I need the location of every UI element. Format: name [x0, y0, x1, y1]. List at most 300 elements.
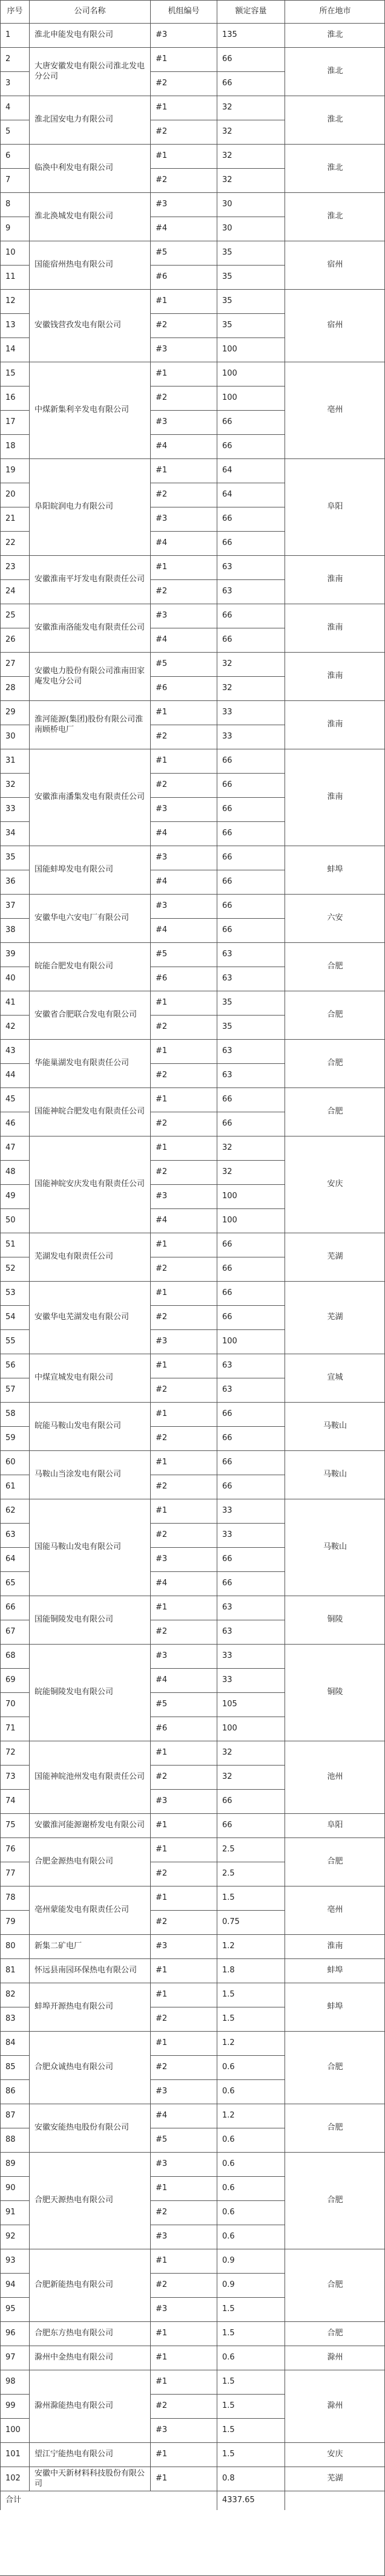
company-cell: 淮北申能发电有限公司: [29, 23, 150, 47]
seq-cell: 92: [0, 2225, 29, 2249]
capacity-cell: 0.9: [217, 2273, 285, 2297]
capacity-cell: 0.6: [217, 2346, 285, 2370]
unit-cell: #4: [150, 918, 217, 942]
seq-cell: 73: [0, 1765, 29, 1789]
seq-cell: 102: [0, 2467, 29, 2491]
unit-cell: #1: [150, 1450, 217, 1475]
unit-cell: #1: [150, 1596, 217, 1620]
capacity-cell: 66: [217, 1402, 285, 1426]
city-cell: 蚌埠: [285, 846, 385, 894]
seq-cell: 27: [0, 652, 29, 676]
company-cell: 中煤宣城发电有限公司: [29, 1354, 150, 1402]
seq-cell: 32: [0, 773, 29, 797]
unit-cell: #3: [150, 797, 217, 821]
capacity-cell: 32: [217, 96, 285, 120]
capacity-cell: 0.6: [217, 2128, 285, 2152]
capacity-cell: 32: [217, 120, 285, 144]
capacity-cell: 1.5: [217, 2297, 285, 2321]
company-cell: 国能神皖合肥发电有限责任公司: [29, 1087, 150, 1136]
capacity-cell: 1.2: [217, 2104, 285, 2128]
capacity-cell: 33: [217, 1499, 285, 1523]
unit-cell: #1: [150, 1741, 217, 1765]
seq-cell: 74: [0, 1789, 29, 1813]
seq-cell: 83: [0, 2007, 29, 2031]
seq-cell: 15: [0, 362, 29, 386]
capacity-cell: 1.5: [217, 2394, 285, 2418]
company-cell: 皖能合肥发电有限公司: [29, 942, 150, 991]
unit-cell: #1: [150, 1281, 217, 1305]
city-cell: 合肥: [285, 1039, 385, 1087]
capacity-cell: 100: [217, 337, 285, 362]
company-cell: 怀远县南园环保热电有限公司: [29, 1958, 150, 1983]
city-cell: 淮南: [285, 1934, 385, 1958]
capacity-cell: 66: [217, 894, 285, 918]
city-cell: 合肥: [285, 2031, 385, 2104]
seq-cell: 21: [0, 507, 29, 531]
city-cell: 合肥: [285, 2321, 385, 2346]
city-cell: 马鞍山: [285, 1402, 385, 1450]
unit-cell: #3: [150, 2152, 217, 2176]
capacity-cell: 64: [217, 458, 285, 483]
city-cell: 蚌埠: [285, 1983, 385, 2031]
unit-cell: #1: [150, 1039, 217, 1063]
capacity-cell: 66: [217, 434, 285, 458]
total-city-empty: [285, 2491, 385, 2510]
unit-cell: #1: [150, 1813, 217, 1837]
unit-cell: #6: [150, 265, 217, 289]
capacity-cell: 66: [217, 531, 285, 555]
seq-cell: 64: [0, 1547, 29, 1571]
capacity-cell: 66: [217, 1305, 285, 1329]
city-cell: 阜阳: [285, 458, 385, 555]
unit-cell: #5: [150, 241, 217, 265]
seq-cell: 67: [0, 1620, 29, 1644]
unit-cell: #1: [150, 289, 217, 313]
unit-cell: #2: [150, 1160, 217, 1184]
unit-cell: #4: [150, 2104, 217, 2128]
seq-cell: 51: [0, 1233, 29, 1257]
capacity-cell: 66: [217, 47, 285, 71]
seq-cell: 95: [0, 2297, 29, 2321]
unit-cell: #1: [150, 2249, 217, 2273]
capacity-cell: 66: [217, 773, 285, 797]
seq-cell: 77: [0, 1862, 29, 1886]
unit-cell: #2: [150, 1112, 217, 1136]
capacity-cell: 35: [217, 1015, 285, 1039]
unit-cell: #3: [150, 604, 217, 628]
seq-cell: 26: [0, 628, 29, 652]
company-cell: 新集二矿电厂: [29, 1934, 150, 1958]
seq-cell: 66: [0, 1596, 29, 1620]
capacity-cell: 63: [217, 555, 285, 579]
unit-cell: #1: [150, 2031, 217, 2055]
capacity-cell: 0.75: [217, 1910, 285, 1934]
capacity-cell: 66: [217, 507, 285, 531]
unit-cell: #2: [150, 1475, 217, 1499]
city-cell: 淮南: [285, 555, 385, 604]
seq-cell: 4: [0, 96, 29, 120]
unit-cell: #5: [150, 1692, 217, 1717]
seq-cell: 85: [0, 2055, 29, 2079]
capacity-cell: 0.6: [217, 2079, 285, 2104]
unit-cell: #2: [150, 725, 217, 749]
seq-cell: 29: [0, 700, 29, 725]
seq-cell: 80: [0, 1934, 29, 1958]
unit-cell: #4: [150, 1208, 217, 1233]
company-cell: 望江宁能热电有限公司: [29, 2442, 150, 2467]
city-cell: 滁州: [285, 2370, 385, 2442]
unit-cell: #2: [150, 71, 217, 96]
seq-cell: 97: [0, 2346, 29, 2370]
unit-cell: #6: [150, 1717, 217, 1741]
seq-cell: 61: [0, 1475, 29, 1499]
capacity-cell: 1.2: [217, 2031, 285, 2055]
city-cell: 六安: [285, 894, 385, 942]
seq-cell: 60: [0, 1450, 29, 1475]
unit-cell: #2: [150, 773, 217, 797]
unit-cell: #1: [150, 1233, 217, 1257]
company-cell: 滁州中金热电有限公司: [29, 2346, 150, 2370]
seq-cell: 88: [0, 2128, 29, 2152]
seq-cell: 1: [0, 23, 29, 47]
company-cell: 亳州蒙能发电有限责任公司: [29, 1886, 150, 1934]
capacity-cell: 63: [217, 1596, 285, 1620]
capacity-cell: 135: [217, 23, 285, 47]
seq-cell: 13: [0, 313, 29, 337]
seq-cell: 59: [0, 1426, 29, 1450]
unit-cell: #2: [150, 2394, 217, 2418]
capacity-cell: 1.5: [217, 1983, 285, 2007]
seq-cell: 57: [0, 1378, 29, 1402]
seq-cell: 41: [0, 991, 29, 1015]
unit-cell: #2: [150, 483, 217, 507]
company-cell: 安徽淮南平圩发电有限责任公司: [29, 555, 150, 604]
company-cell: 华能巢湖发电有限责任公司: [29, 1039, 150, 1087]
company-cell: 中煤新集利辛发电有限公司: [29, 362, 150, 458]
unit-cell: #2: [150, 1305, 217, 1329]
seq-cell: 42: [0, 1015, 29, 1039]
seq-cell: 65: [0, 1571, 29, 1596]
seq-cell: 55: [0, 1329, 29, 1354]
capacity-cell: 66: [217, 870, 285, 894]
seq-cell: 87: [0, 2104, 29, 2128]
unit-cell: #3: [150, 1934, 217, 1958]
unit-cell: #1: [150, 144, 217, 168]
seq-cell: 70: [0, 1692, 29, 1717]
city-cell: 合肥: [285, 1087, 385, 1136]
seq-cell: 53: [0, 1281, 29, 1305]
city-cell: 芜湖: [285, 2467, 385, 2491]
company-cell: 安徽淮河能源谢桥发电有限公司: [29, 1813, 150, 1837]
capacity-cell: 33: [217, 700, 285, 725]
unit-cell: #2: [150, 1426, 217, 1450]
seq-cell: 35: [0, 846, 29, 870]
city-cell: 淮北: [285, 96, 385, 144]
capacity-cell: 32: [217, 168, 285, 192]
city-cell: 亳州: [285, 362, 385, 458]
unit-cell: #4: [150, 217, 217, 241]
unit-cell: #2: [150, 2055, 217, 2079]
city-cell: 亳州: [285, 1886, 385, 1934]
capacity-cell: 100: [217, 362, 285, 386]
company-cell: 淮河能源(集团)股份有限公司淮南顾桥电厂: [29, 700, 150, 749]
capacity-cell: 66: [217, 1450, 285, 1475]
capacity-cell: 0.6: [217, 2200, 285, 2225]
city-cell: 淮南: [285, 604, 385, 652]
city-cell: 淮北: [285, 23, 385, 47]
seq-cell: 3: [0, 71, 29, 96]
unit-cell: #2: [150, 1620, 217, 1644]
unit-cell: #3: [150, 23, 217, 47]
capacity-cell: 32: [217, 676, 285, 700]
city-cell: 合肥: [285, 2152, 385, 2249]
capacity-cell: 66: [217, 1112, 285, 1136]
capacity-cell: 66: [217, 1475, 285, 1499]
seq-cell: 40: [0, 967, 29, 991]
unit-cell: #1: [150, 1983, 217, 2007]
capacity-cell: 1.5: [217, 1886, 285, 1910]
company-cell: 国能宿州热电有限公司: [29, 241, 150, 289]
seq-cell: 44: [0, 1063, 29, 1087]
unit-cell: #1: [150, 2370, 217, 2394]
seq-cell: 45: [0, 1087, 29, 1112]
unit-cell: #1: [150, 2176, 217, 2200]
capacity-cell: 35: [217, 991, 285, 1015]
unit-cell: #3: [150, 1547, 217, 1571]
seq-cell: 63: [0, 1523, 29, 1547]
capacity-cell: 35: [217, 265, 285, 289]
seq-cell: 58: [0, 1402, 29, 1426]
company-cell: 安徽华电六安电厂有限公司: [29, 894, 150, 942]
company-cell: 安徽省合肥联合发电有限公司: [29, 991, 150, 1039]
capacity-cell: 66: [217, 1547, 285, 1571]
capacity-cell: 0.6: [217, 2055, 285, 2079]
capacity-cell: 1.5: [217, 2370, 285, 2394]
unit-cell: #1: [150, 2346, 217, 2370]
company-cell: 国能神皖池州发电有限责任公司: [29, 1741, 150, 1813]
capacity-cell: 32: [217, 1765, 285, 1789]
capacity-cell: 100: [217, 1329, 285, 1354]
capacity-cell: 35: [217, 313, 285, 337]
capacity-cell: 0.6: [217, 2225, 285, 2249]
unit-cell: #2: [150, 1257, 217, 1281]
unit-cell: #3: [150, 894, 217, 918]
seq-cell: 79: [0, 1910, 29, 1934]
capacity-cell: 2.5: [217, 1862, 285, 1886]
unit-cell: #2: [150, 2273, 217, 2297]
seq-cell: 43: [0, 1039, 29, 1063]
city-cell: 合肥: [285, 942, 385, 991]
unit-cell: #1: [150, 1354, 217, 1378]
city-cell: 合肥: [285, 2104, 385, 2152]
capacity-cell: 33: [217, 1644, 285, 1668]
unit-cell: #2: [150, 1378, 217, 1402]
seq-cell: 49: [0, 1184, 29, 1208]
capacity-cell: 63: [217, 1354, 285, 1378]
capacity-cell: 63: [217, 1039, 285, 1063]
city-cell: 合肥: [285, 991, 385, 1039]
capacity-cell: 100: [217, 1184, 285, 1208]
unit-cell: #2: [150, 313, 217, 337]
company-cell: 安徽华电芜湖发电有限公司: [29, 1281, 150, 1354]
capacity-cell: 66: [217, 1571, 285, 1596]
unit-cell: #3: [150, 337, 217, 362]
capacity-cell: 64: [217, 483, 285, 507]
seq-cell: 50: [0, 1208, 29, 1233]
seq-cell: 12: [0, 289, 29, 313]
seq-cell: 93: [0, 2249, 29, 2273]
header-unit: 机组编号: [150, 0, 217, 23]
unit-cell: #2: [150, 2007, 217, 2031]
unit-cell: #1: [150, 362, 217, 386]
capacity-cell: 1.5: [217, 2442, 285, 2467]
seq-cell: 100: [0, 2418, 29, 2442]
seq-cell: 86: [0, 2079, 29, 2104]
unit-cell: #1: [150, 1499, 217, 1523]
city-cell: 蚌埠: [285, 1958, 385, 1983]
seq-cell: 18: [0, 434, 29, 458]
capacity-cell: 63: [217, 579, 285, 604]
seq-cell: 71: [0, 1717, 29, 1741]
company-cell: 蚌埠开源热电有限公司: [29, 1983, 150, 2031]
unit-cell: #3: [150, 1789, 217, 1813]
city-cell: 芜湖: [285, 1281, 385, 1354]
unit-cell: #5: [150, 2128, 217, 2152]
unit-cell: #3: [150, 1329, 217, 1354]
capacity-cell: 32: [217, 144, 285, 168]
city-cell: 合肥: [285, 1837, 385, 1886]
capacity-cell: 63: [217, 1620, 285, 1644]
capacity-cell: 66: [217, 846, 285, 870]
unit-cell: #6: [150, 967, 217, 991]
capacity-cell: 66: [217, 797, 285, 821]
company-cell: 合肥金源热电有限公司: [29, 1837, 150, 1886]
unit-cell: #4: [150, 870, 217, 894]
capacity-cell: 66: [217, 628, 285, 652]
city-cell: 淮北: [285, 144, 385, 192]
seq-cell: 72: [0, 1741, 29, 1765]
seq-cell: 81: [0, 1958, 29, 1983]
company-cell: 安徽中天新材料科技股份有限公司: [29, 2467, 150, 2491]
capacity-cell: 66: [217, 1257, 285, 1281]
seq-cell: 99: [0, 2394, 29, 2418]
city-cell: 淮南: [285, 700, 385, 749]
company-cell: 淮北涣城发电有限公司: [29, 192, 150, 241]
company-cell: 国能铜陵发电有限公司: [29, 1596, 150, 1644]
seq-cell: 33: [0, 797, 29, 821]
capacity-cell: 0.6: [217, 2176, 285, 2200]
capacity-cell: 1.5: [217, 2321, 285, 2346]
city-cell: 宿州: [285, 289, 385, 362]
seq-cell: 101: [0, 2442, 29, 2467]
seq-cell: 10: [0, 241, 29, 265]
capacity-cell: 33: [217, 725, 285, 749]
capacity-cell: 66: [217, 1426, 285, 1450]
capacity-cell: 33: [217, 1668, 285, 1692]
capacity-cell: 0.9: [217, 2249, 285, 2273]
capacity-cell: 0.6: [217, 2152, 285, 2176]
seq-cell: 54: [0, 1305, 29, 1329]
seq-cell: 25: [0, 604, 29, 628]
company-cell: 安徽电力股份有限公司淮南田家庵发电分公司: [29, 652, 150, 700]
unit-cell: #1: [150, 555, 217, 579]
unit-cell: #1: [150, 458, 217, 483]
seq-cell: 20: [0, 483, 29, 507]
capacity-cell: 32: [217, 652, 285, 676]
capacity-cell: 1.2: [217, 1934, 285, 1958]
unit-cell: #1: [150, 96, 217, 120]
seq-cell: 34: [0, 821, 29, 846]
seq-cell: 84: [0, 2031, 29, 2055]
capacity-cell: 66: [217, 821, 285, 846]
company-cell: 芜湖发电有限责任公司: [29, 1233, 150, 1281]
unit-cell: #1: [150, 1837, 217, 1862]
unit-cell: #1: [150, 1087, 217, 1112]
unit-cell: #2: [150, 1015, 217, 1039]
seq-cell: 37: [0, 894, 29, 918]
company-cell: 安徽钱营孜发电有限公司: [29, 289, 150, 362]
unit-cell: #4: [150, 821, 217, 846]
seq-cell: 62: [0, 1499, 29, 1523]
header-city: 所在地市: [285, 0, 385, 23]
company-cell: 马鞍山当涂发电有限公司: [29, 1450, 150, 1499]
seq-cell: 39: [0, 942, 29, 967]
unit-cell: #2: [150, 120, 217, 144]
capacity-cell: 66: [217, 749, 285, 773]
unit-cell: #1: [150, 1136, 217, 1160]
capacity-cell: 63: [217, 967, 285, 991]
seq-cell: 19: [0, 458, 29, 483]
seq-cell: 69: [0, 1668, 29, 1692]
city-cell: 铜陵: [285, 1644, 385, 1741]
unit-cell: #1: [150, 1402, 217, 1426]
capacity-cell: 66: [217, 918, 285, 942]
unit-cell: #1: [150, 991, 217, 1015]
seq-cell: 31: [0, 749, 29, 773]
capacity-cell: 63: [217, 1378, 285, 1402]
unit-cell: #2: [150, 168, 217, 192]
company-cell: 国能蚌埠发电有限公司: [29, 846, 150, 894]
unit-cell: #3: [150, 1184, 217, 1208]
seq-cell: 91: [0, 2200, 29, 2225]
capacity-cell: 66: [217, 1087, 285, 1112]
unit-cell: #2: [150, 1523, 217, 1547]
capacity-cell: 33: [217, 1523, 285, 1547]
seq-cell: 17: [0, 410, 29, 434]
unit-cell: #3: [150, 2418, 217, 2442]
seq-cell: 24: [0, 579, 29, 604]
seq-cell: 14: [0, 337, 29, 362]
capacity-cell: 66: [217, 71, 285, 96]
company-cell: 淮北国安电力有限公司: [29, 96, 150, 144]
seq-cell: 11: [0, 265, 29, 289]
company-cell: 大唐安徽发电有限公司淮北发电分公司: [29, 47, 150, 96]
seq-cell: 78: [0, 1886, 29, 1910]
city-cell: 芜湖: [285, 1233, 385, 1281]
unit-cell: #5: [150, 652, 217, 676]
capacity-cell: 30: [217, 217, 285, 241]
unit-cell: #1: [150, 749, 217, 773]
unit-cell: #1: [150, 2467, 217, 2491]
unit-cell: #3: [150, 2225, 217, 2249]
capacity-cell: 35: [217, 241, 285, 265]
seq-cell: 56: [0, 1354, 29, 1378]
unit-cell: #5: [150, 942, 217, 967]
capacity-cell: 1.8: [217, 1958, 285, 1983]
seq-cell: 7: [0, 168, 29, 192]
unit-cell: #1: [150, 2321, 217, 2346]
unit-cell: #4: [150, 1668, 217, 1692]
